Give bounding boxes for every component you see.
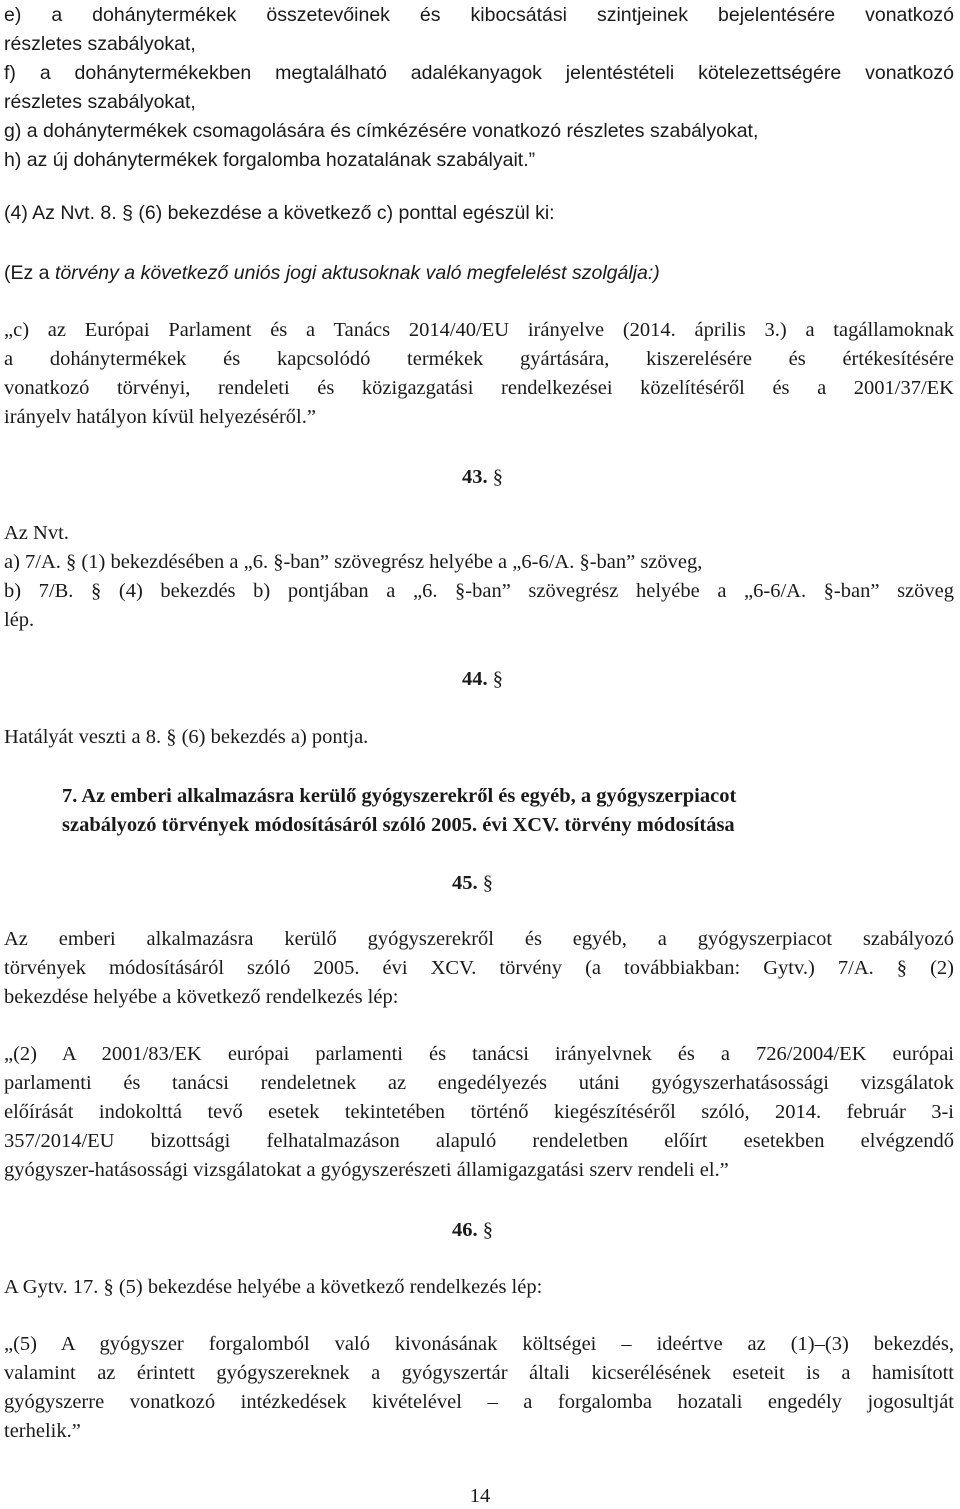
text-line: Az Nvt. [4, 522, 69, 544]
page-number: 14 [469, 1485, 491, 1507]
text-line: „(5) A gyógyszer forgalomból való kivonásának költségei – ideértve az (1)–(3) bekezdés, [4, 1333, 954, 1355]
text-line: előírását indokolttá tevő esetek tekintetében történő kiegészítéséről szóló, 2014. február 3-i [4, 1101, 954, 1123]
section-heading-46 [452, 1218, 493, 1242]
text-line: a) 7/A. § (1) bekezdésében a „6. §-ban” szövegrész helyébe a „6-6/A. §-ban” szöveg, [4, 551, 703, 573]
text-line: törvények módosításáról szóló 2005. évi XCV. törvény (a továbbiakban: Gytv.) 7/A. § (2) [4, 957, 954, 979]
text-line: lép. [4, 609, 35, 631]
paragraph-sign: § [482, 1219, 493, 1241]
section-number: 43. [462, 466, 488, 488]
section-number: 45. [452, 872, 478, 894]
text-line: terhelik.” [4, 1420, 81, 1442]
text-line: bekezdése helyébe a következő rendelkezés lép: [4, 986, 399, 1008]
text-line: valamint az érintett gyógyszereknek a gyógyszertár általi kicserélésének eseteit is a hamisított [4, 1362, 954, 1384]
text-line: gyógyszerre vonatkozó intézkedések kivételével – a forgalomba hozatali engedély jogosultját [4, 1391, 954, 1413]
paragraph-sign: § [482, 872, 493, 894]
text-line: (4) Az Nvt. 8. § (6) bekezdése a következő c) ponttal egészül ki: [4, 202, 555, 224]
text-line: „(2) A 2001/83/EK európai parlamenti és tanácsi irányelvnek és a 726/2004/EK európai [4, 1043, 954, 1065]
text-line: részletes szabályokat, [4, 91, 196, 113]
text-line: Hatályát veszti a 8. § (6) bekezdés a) pontja. [4, 726, 369, 748]
section-heading-45 [452, 871, 493, 895]
chapter-title: 7. Az emberi alkalmazásra kerülő gyógyszerekről és egyéb, a gyógyszerpiacot [62, 785, 737, 807]
italic-text-run: törvény a következő uniós jogi aktusoknak való megfelelést szolgálja:) [54, 262, 660, 284]
text-line: A Gytv. 17. § (5) bekezdése helyébe a következő rendelkezés lép: [4, 1276, 543, 1298]
text-line: b) 7/B. § (4) bekezdés b) pontjában a „6. §-ban” szövegrész helyébe a „6-6/A. §-ban” szöveg [4, 580, 954, 602]
text-line: gyógyszer-hatásossági vizsgálatokat a gyógyszerészeti államigazgatási szerv rendeli el.” [4, 1159, 729, 1181]
paragraph-sign: § [492, 466, 503, 488]
section-heading-43 [462, 465, 503, 489]
text-line: h) az új dohánytermékek forgalomba hozatalának szabályait.” [4, 149, 536, 171]
text-line [4, 261, 660, 285]
text-line: Az emberi alkalmazásra kerülő gyógyszerekről és egyéb, a gyógyszerpiacot szabályozó [4, 928, 954, 950]
section-number: 44. [462, 668, 488, 690]
text-line: g) a dohánytermékek csomagolására és címkézésére vonatkozó részletes szabályokat, [4, 120, 759, 142]
text-line: irányelv hatályon kívül helyezéséről.” [4, 406, 316, 428]
text-line: a dohánytermékek és kapcsolódó termékek gyártására, kiszerelésére és értékesítésére [4, 348, 954, 370]
text-line: e) a dohánytermékek összetevőinek és kibocsátási szintjeinek bejelentésére vonatkozó [4, 4, 954, 26]
section-number: 46. [452, 1219, 478, 1241]
text-line: „c) az Európai Parlament és a Tanács 2014/40/EU irányelve (2014. április 3.) a tagállamoknak [4, 319, 954, 341]
chapter-title: szabályozó törvények módosításáról szóló 2005. évi XCV. törvény módosítása [62, 814, 735, 836]
text-line: részletes szabályokat, [4, 33, 196, 55]
text-line: 357/2014/EU bizottsági felhatalmazáson alapuló rendeletben előírt esetekben elvégzendő [4, 1130, 954, 1152]
text-run: (Ez a [4, 262, 55, 284]
text-line: vonatkozó törvényi, rendeleti és közigazgatási rendelkezései közelítéséről és a 2001/37/EK [4, 377, 954, 399]
section-heading-44 [462, 667, 503, 691]
paragraph-sign: § [492, 668, 503, 690]
text-line: parlamenti és tanácsi rendeletnek az engedélyezés utáni gyógyszerhatásossági vizsgálatok [4, 1072, 954, 1094]
text-line: f) a dohánytermékekben megtalálható adalékanyagok jelentéstételi kötelezettségére vonatkozó [4, 62, 954, 84]
